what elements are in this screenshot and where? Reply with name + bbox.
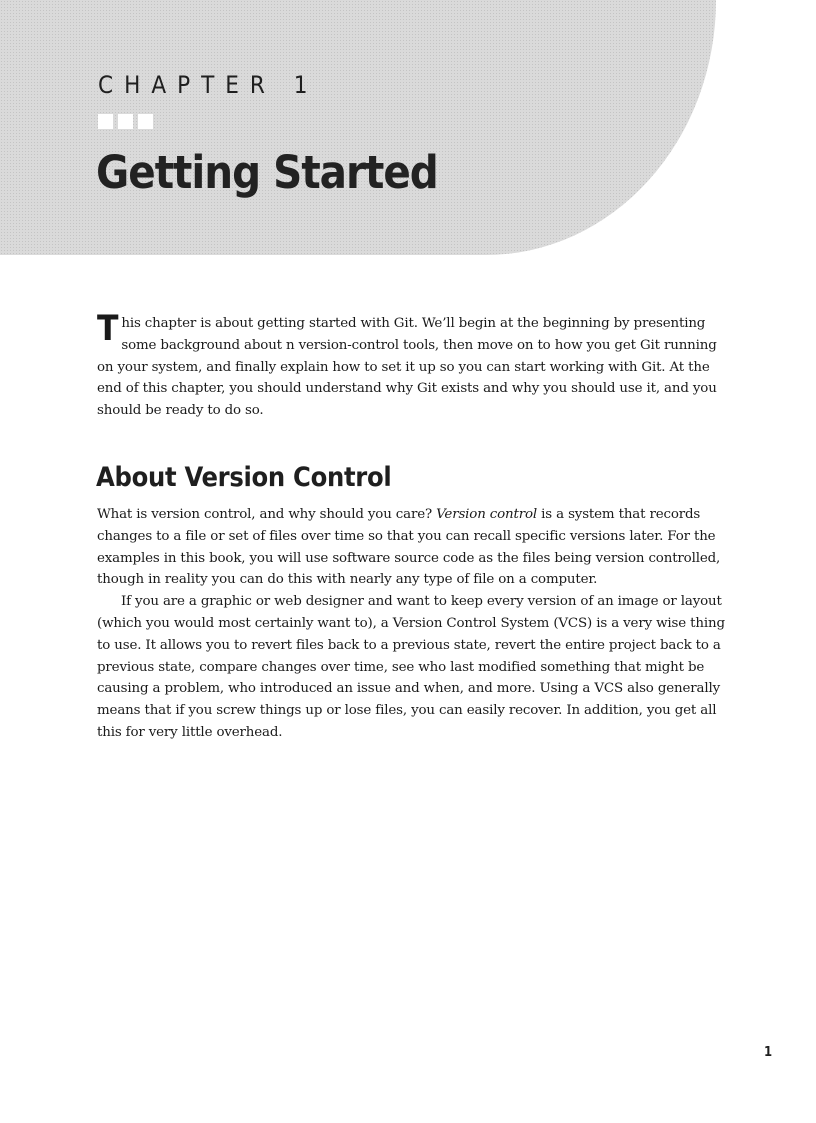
paragraph-text: What is version control, and why should you care?: [97, 506, 437, 522]
decoration-square: [118, 114, 133, 129]
chapter-header-band: [0, 0, 716, 255]
page-number: 1: [764, 1045, 773, 1060]
decoration-square: [98, 114, 113, 129]
decoration-square: [138, 114, 153, 129]
chapter-decoration-squares: [98, 114, 153, 129]
drop-cap: T: [97, 309, 119, 349]
section-paragraph-2: If you are a graphic or web designer and want to keep every version of an image or layout (which you would most certainly want to), a Version Control System (VCS) is a very wise thing to use. It allows you to revert files back to a previous state, revert the entire project back to a previous state, compare changes over time, see who last modified something that might be causing a problem, who introduced an issue and when, and more. Using a VCS also generally means that if you screw things up or lose files, you can easily recover. In addition, you get all this for very little overhead.: [97, 594, 725, 740]
defined-term: Version control: [436, 506, 538, 522]
page-content: [96, 309, 725, 744]
intro-paragraph: [97, 309, 725, 422]
intro-text: his chapter is about getting started with Git. We’ll begin at the beginning by presenting some background about n version-control tools, then move on to how you get Git running on your system, and finally explain how to set it up so you can start working with Git. At the end of this chapter, you should understand why Git exists and why you should use it, and you should be ready to do so.: [97, 316, 717, 419]
section-paragraph-1: [97, 504, 725, 591]
section-heading: About Version Control: [96, 461, 392, 493]
chapter-title: Getting Started: [96, 146, 438, 199]
chapter-label: CHAPTER 1: [98, 71, 319, 99]
paragraph-text: is a system that records changes to a file or set of files over time so that you can recall specific versions later. For the examples in this book, you will use software source code as the files being version controlled, though in reality you can do this with nearly any type of file on a computer.: [97, 506, 721, 588]
